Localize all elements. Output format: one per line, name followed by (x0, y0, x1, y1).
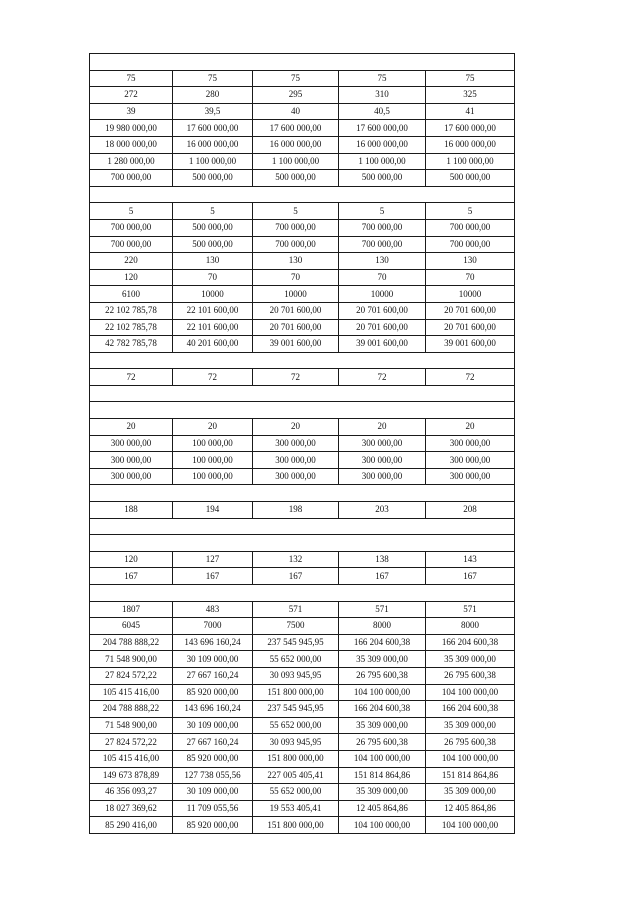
table-cell: 26 795 600,38 (339, 667, 426, 684)
separator-row (90, 518, 515, 535)
table-cell: 300 000,00 (253, 452, 339, 469)
empty-cell (90, 585, 515, 602)
table-cell: 5 (253, 203, 339, 220)
table-cell: 500 000,00 (426, 170, 515, 187)
table-row (90, 319, 515, 336)
table-cell: 310 (339, 87, 426, 104)
table-cell: 20 (253, 419, 339, 436)
table-row (90, 136, 515, 153)
table-cell: 75 (173, 70, 253, 87)
table-cell: 71 548 900,00 (90, 717, 173, 734)
table-cell: 27 667 160,24 (173, 734, 253, 751)
table-cell: 127 738 055,56 (173, 767, 253, 784)
table-row (90, 767, 515, 784)
table-cell: 700 000,00 (426, 236, 515, 253)
table-cell: 130 (253, 253, 339, 270)
table-cell: 227 005 405,41 (253, 767, 339, 784)
table-cell: 100 000,00 (173, 468, 253, 485)
table-row (90, 103, 515, 120)
table-cell: 280 (173, 87, 253, 104)
empty-cell (90, 402, 515, 419)
table-cell: 39 001 600,00 (253, 336, 339, 353)
table-cell: 22 101 600,00 (173, 319, 253, 336)
table-cell: 104 100 000,00 (426, 750, 515, 767)
table-cell: 16 000 000,00 (339, 136, 426, 153)
table-cell: 70 (339, 269, 426, 286)
table-row (90, 551, 515, 568)
table-row (90, 717, 515, 734)
table-cell: 300 000,00 (90, 468, 173, 485)
table-cell: 16 000 000,00 (253, 136, 339, 153)
separator-row (90, 186, 515, 203)
table-cell: 1 100 000,00 (426, 153, 515, 170)
table-cell: 151 800 000,00 (253, 684, 339, 701)
table-cell: 10000 (253, 286, 339, 303)
table-cell: 700 000,00 (426, 219, 515, 236)
table-cell: 72 (426, 369, 515, 386)
table-cell: 167 (253, 568, 339, 585)
table-cell: 72 (173, 369, 253, 386)
table-row (90, 634, 515, 651)
table-cell: 500 000,00 (339, 170, 426, 187)
empty-cell (90, 485, 515, 502)
table-cell: 16 000 000,00 (426, 136, 515, 153)
table-cell: 120 (90, 269, 173, 286)
table-cell: 20 701 600,00 (253, 302, 339, 319)
empty-cell (90, 352, 515, 369)
table-cell: 30 093 945,95 (253, 734, 339, 751)
table-cell: 35 309 000,00 (426, 784, 515, 801)
table-cell: 700 000,00 (253, 236, 339, 253)
table-cell: 85 920 000,00 (173, 684, 253, 701)
table-cell: 30 109 000,00 (173, 717, 253, 734)
table-cell: 19 980 000,00 (90, 120, 173, 137)
separator-row (90, 485, 515, 502)
table-cell: 120 (90, 551, 173, 568)
table-cell: 295 (253, 87, 339, 104)
table-row (90, 203, 515, 220)
table-cell: 20 701 600,00 (426, 302, 515, 319)
table-cell: 151 814 864,86 (339, 767, 426, 784)
table-cell: 1807 (90, 601, 173, 618)
table-cell: 6045 (90, 618, 173, 635)
table-cell: 72 (253, 369, 339, 386)
table-cell: 208 (426, 502, 515, 519)
table-cell: 20 (90, 419, 173, 436)
table-cell: 17 600 000,00 (253, 120, 339, 137)
table-row (90, 419, 515, 436)
table-cell: 8000 (339, 618, 426, 635)
table-cell: 1 280 000,00 (90, 153, 173, 170)
table-cell: 75 (426, 70, 515, 87)
table-cell: 237 545 945,95 (253, 701, 339, 718)
table-cell: 500 000,00 (173, 170, 253, 187)
table-cell: 26 795 600,38 (339, 734, 426, 751)
table-cell: 105 415 416,00 (90, 750, 173, 767)
table-cell: 130 (339, 253, 426, 270)
separator-row (90, 385, 515, 402)
table-cell: 204 788 888,22 (90, 701, 173, 718)
table-cell: 1 100 000,00 (173, 153, 253, 170)
table-cell: 70 (426, 269, 515, 286)
table-cell: 700 000,00 (90, 170, 173, 187)
table-cell: 188 (90, 502, 173, 519)
table-row (90, 253, 515, 270)
table-row (90, 784, 515, 801)
table-cell: 75 (253, 70, 339, 87)
table-cell: 151 800 000,00 (253, 817, 339, 834)
table-cell: 500 000,00 (173, 219, 253, 236)
table-cell: 39 001 600,00 (426, 336, 515, 353)
table-cell: 39 001 600,00 (339, 336, 426, 353)
table-cell: 5 (426, 203, 515, 220)
document-page (89, 53, 514, 834)
table-cell: 18 000 000,00 (90, 136, 173, 153)
table-row (90, 219, 515, 236)
table-cell: 22 101 600,00 (173, 302, 253, 319)
table-cell: 151 814 864,86 (426, 767, 515, 784)
table-cell: 300 000,00 (339, 435, 426, 452)
table-row (90, 651, 515, 668)
table-cell: 166 204 600,38 (339, 701, 426, 718)
table-row (90, 369, 515, 386)
table-cell: 143 (426, 551, 515, 568)
table-row (90, 286, 515, 303)
table-row (90, 170, 515, 187)
table-cell: 35 309 000,00 (339, 717, 426, 734)
table-cell: 700 000,00 (90, 219, 173, 236)
table-cell: 40,5 (339, 103, 426, 120)
table-cell: 149 673 878,89 (90, 767, 173, 784)
table-cell: 100 000,00 (173, 435, 253, 452)
empty-cell (90, 535, 515, 552)
table-cell: 203 (339, 502, 426, 519)
table-cell: 55 652 000,00 (253, 784, 339, 801)
table-cell: 39,5 (173, 103, 253, 120)
table-cell: 39 (90, 103, 173, 120)
table-cell: 104 100 000,00 (339, 750, 426, 767)
table-cell: 17 600 000,00 (426, 120, 515, 137)
table-cell: 272 (90, 87, 173, 104)
table-row (90, 817, 515, 834)
table-cell: 300 000,00 (253, 435, 339, 452)
table-cell: 300 000,00 (426, 452, 515, 469)
table-cell: 20 (173, 419, 253, 436)
table-cell: 300 000,00 (90, 435, 173, 452)
table-row (90, 734, 515, 751)
table-cell: 5 (339, 203, 426, 220)
table-cell: 167 (339, 568, 426, 585)
table-cell: 5 (173, 203, 253, 220)
table-cell: 300 000,00 (339, 452, 426, 469)
table-row (90, 452, 515, 469)
table-row (90, 302, 515, 319)
table-cell: 300 000,00 (253, 468, 339, 485)
table-row (90, 269, 515, 286)
empty-cell (90, 518, 515, 535)
table-cell: 10000 (173, 286, 253, 303)
table-row (90, 800, 515, 817)
table-cell: 17 600 000,00 (173, 120, 253, 137)
table-cell: 85 290 416,00 (90, 817, 173, 834)
table-cell: 700 000,00 (339, 236, 426, 253)
table-cell: 700 000,00 (253, 219, 339, 236)
table-cell: 30 109 000,00 (173, 651, 253, 668)
table-cell: 500 000,00 (173, 236, 253, 253)
table-cell: 35 309 000,00 (339, 784, 426, 801)
table-cell: 325 (426, 87, 515, 104)
table-cell: 10000 (339, 286, 426, 303)
table-cell: 40 (253, 103, 339, 120)
table-cell: 571 (253, 601, 339, 618)
table-cell: 105 415 416,00 (90, 684, 173, 701)
table-cell: 11 709 055,56 (173, 800, 253, 817)
table-row (90, 618, 515, 635)
table-cell: 104 100 000,00 (426, 684, 515, 701)
separator-row (90, 585, 515, 602)
table-row (90, 667, 515, 684)
table-cell: 20 (426, 419, 515, 436)
table-cell: 85 920 000,00 (173, 817, 253, 834)
table-cell: 26 795 600,38 (426, 734, 515, 751)
table-cell: 571 (426, 601, 515, 618)
table-cell: 104 100 000,00 (339, 817, 426, 834)
table-cell: 127 (173, 551, 253, 568)
table-row (90, 701, 515, 718)
table-cell: 7000 (173, 618, 253, 635)
table-cell: 104 100 000,00 (339, 684, 426, 701)
table-row (90, 601, 515, 618)
table-cell: 20 701 600,00 (426, 319, 515, 336)
separator-row (90, 402, 515, 419)
table-cell: 166 204 600,38 (426, 634, 515, 651)
table-row (90, 336, 515, 353)
table-cell: 75 (90, 70, 173, 87)
table-cell: 300 000,00 (339, 468, 426, 485)
table-cell: 27 824 572,22 (90, 734, 173, 751)
table-cell: 35 309 000,00 (426, 717, 515, 734)
table-cell: 72 (90, 369, 173, 386)
table-cell: 12 405 864,86 (339, 800, 426, 817)
table-cell: 167 (426, 568, 515, 585)
table-cell: 30 109 000,00 (173, 784, 253, 801)
table-cell: 55 652 000,00 (253, 651, 339, 668)
table-cell: 300 000,00 (90, 452, 173, 469)
table-cell: 19 553 405,41 (253, 800, 339, 817)
table-cell: 220 (90, 253, 173, 270)
table-cell: 27 824 572,22 (90, 667, 173, 684)
table-cell: 300 000,00 (426, 468, 515, 485)
table-cell: 198 (253, 502, 339, 519)
table-row (90, 684, 515, 701)
table-cell: 5 (90, 203, 173, 220)
empty-cell (90, 54, 515, 71)
table-cell: 1 100 000,00 (253, 153, 339, 170)
empty-cell (90, 186, 515, 203)
table-cell: 27 667 160,24 (173, 667, 253, 684)
table-cell: 138 (339, 551, 426, 568)
table-row (90, 568, 515, 585)
separator-row (90, 535, 515, 552)
table-cell: 167 (90, 568, 173, 585)
separator-row (90, 352, 515, 369)
table-cell: 35 309 000,00 (339, 651, 426, 668)
table-cell: 237 545 945,95 (253, 634, 339, 651)
table-row (90, 502, 515, 519)
empty-cell (90, 385, 515, 402)
table-cell: 17 600 000,00 (339, 120, 426, 137)
table-cell: 700 000,00 (90, 236, 173, 253)
table-body (90, 54, 515, 834)
table-row (90, 236, 515, 253)
table-cell: 151 800 000,00 (253, 750, 339, 767)
table-cell: 85 920 000,00 (173, 750, 253, 767)
table-row (90, 70, 515, 87)
table-cell: 20 (339, 419, 426, 436)
separator-row (90, 54, 515, 71)
table-cell: 143 696 160,24 (173, 701, 253, 718)
table-cell: 700 000,00 (339, 219, 426, 236)
table-row (90, 87, 515, 104)
table-cell: 26 795 600,38 (426, 667, 515, 684)
table-cell: 16 000 000,00 (173, 136, 253, 153)
table-cell: 22 102 785,78 (90, 302, 173, 319)
table-cell: 42 782 785,78 (90, 336, 173, 353)
table-cell: 10000 (426, 286, 515, 303)
table-cell: 194 (173, 502, 253, 519)
table-cell: 18 027 369,62 (90, 800, 173, 817)
table-cell: 167 (173, 568, 253, 585)
table-cell: 30 093 945,95 (253, 667, 339, 684)
table-cell: 571 (339, 601, 426, 618)
table-cell: 204 788 888,22 (90, 634, 173, 651)
table-cell: 35 309 000,00 (426, 651, 515, 668)
table-cell: 20 701 600,00 (339, 302, 426, 319)
table-row (90, 468, 515, 485)
table-cell: 166 204 600,38 (339, 634, 426, 651)
table-row (90, 153, 515, 170)
table-cell: 132 (253, 551, 339, 568)
data-table (89, 53, 515, 834)
table-cell: 70 (173, 269, 253, 286)
table-cell: 70 (253, 269, 339, 286)
table-cell: 20 701 600,00 (253, 319, 339, 336)
table-cell: 143 696 160,24 (173, 634, 253, 651)
table-cell: 41 (426, 103, 515, 120)
table-cell: 100 000,00 (173, 452, 253, 469)
table-row (90, 750, 515, 767)
table-cell: 75 (339, 70, 426, 87)
table-cell: 166 204 600,38 (426, 701, 515, 718)
table-cell: 1 100 000,00 (339, 153, 426, 170)
table-cell: 483 (173, 601, 253, 618)
table-cell: 130 (173, 253, 253, 270)
table-row (90, 120, 515, 137)
table-cell: 7500 (253, 618, 339, 635)
table-cell: 71 548 900,00 (90, 651, 173, 668)
table-cell: 8000 (426, 618, 515, 635)
table-cell: 40 201 600,00 (173, 336, 253, 353)
table-cell: 72 (339, 369, 426, 386)
table-cell: 20 701 600,00 (339, 319, 426, 336)
table-row (90, 435, 515, 452)
table-cell: 12 405 864,86 (426, 800, 515, 817)
table-cell: 46 356 093,27 (90, 784, 173, 801)
table-cell: 6100 (90, 286, 173, 303)
table-cell: 500 000,00 (253, 170, 339, 187)
table-cell: 130 (426, 253, 515, 270)
table-cell: 22 102 785,78 (90, 319, 173, 336)
table-cell: 55 652 000,00 (253, 717, 339, 734)
table-cell: 104 100 000,00 (426, 817, 515, 834)
table-cell: 300 000,00 (426, 435, 515, 452)
